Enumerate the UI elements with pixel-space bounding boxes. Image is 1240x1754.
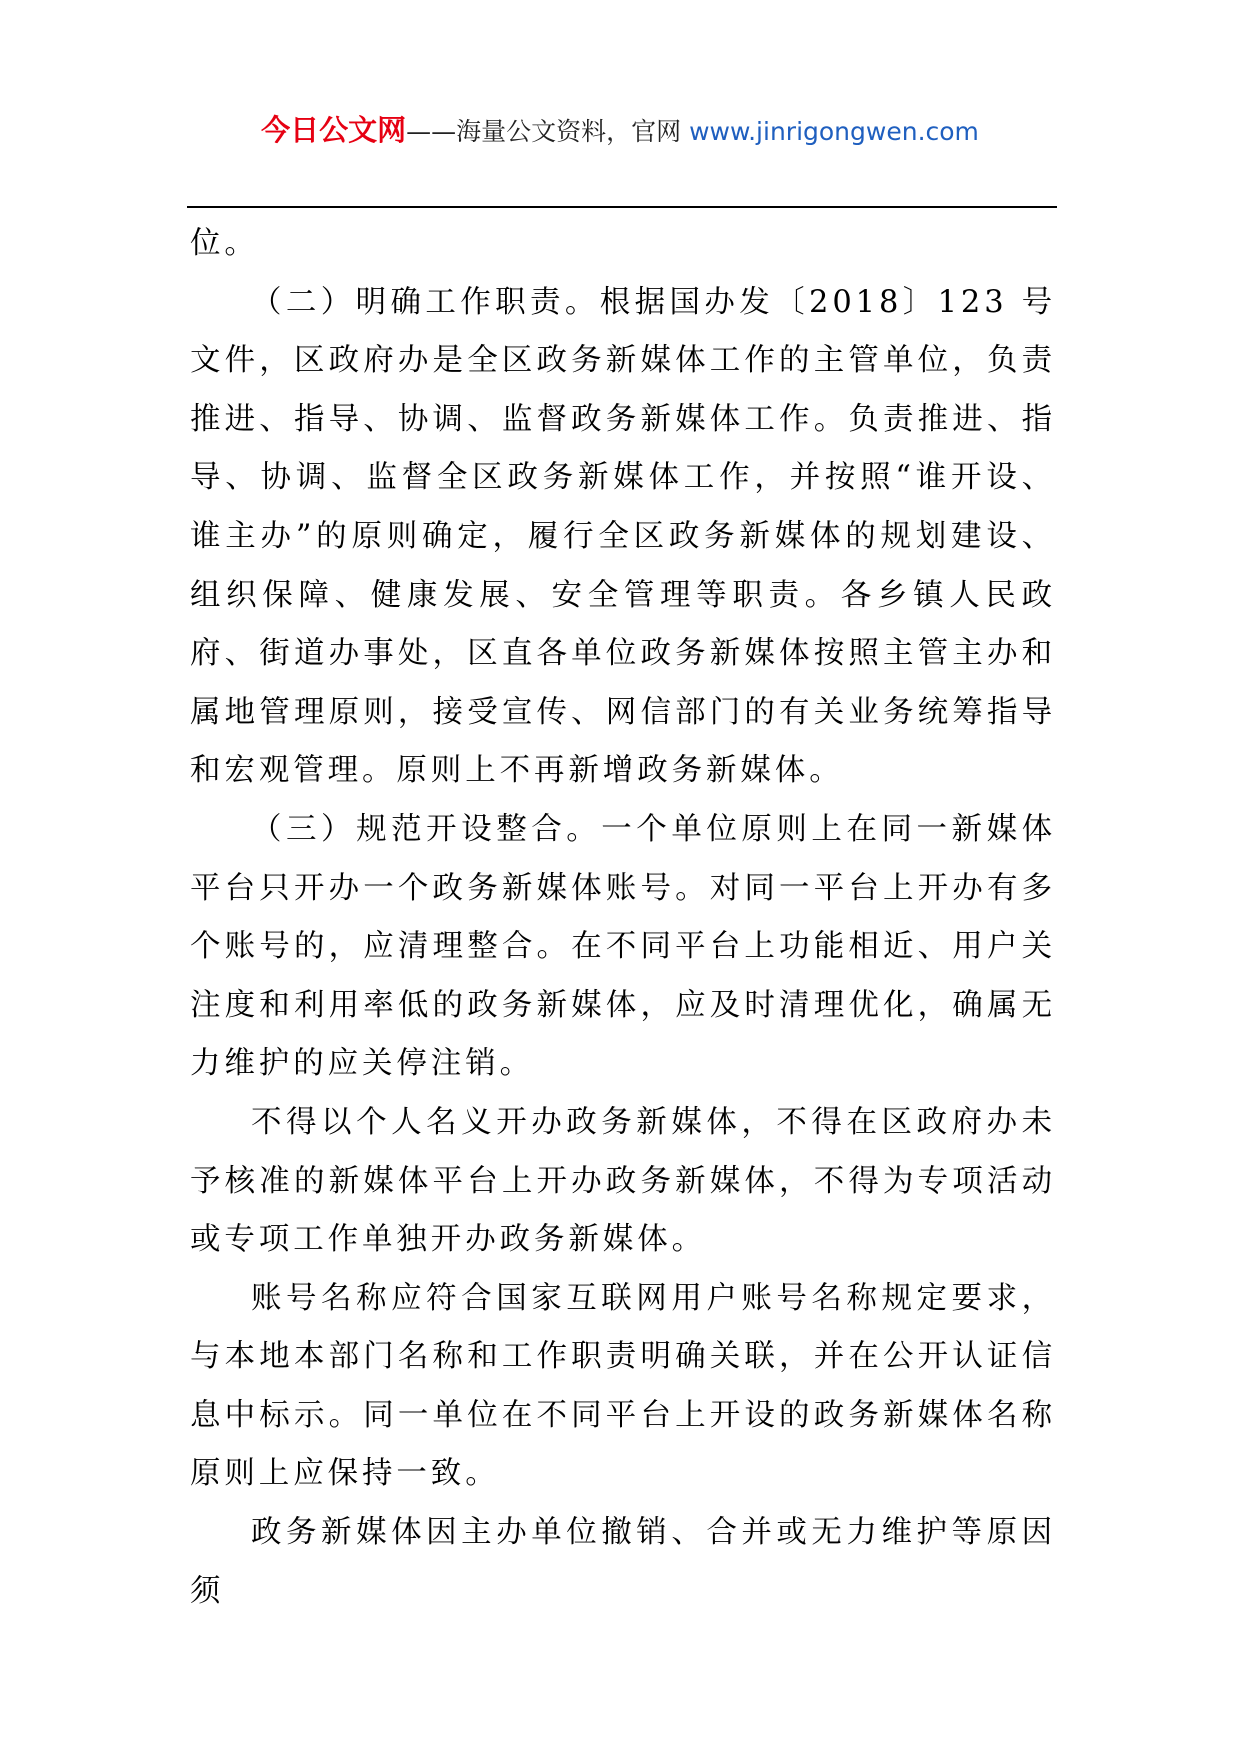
website-link[interactable]: www.jinrigongwen.com <box>689 117 979 146</box>
document-body <box>190 215 1056 1621</box>
paragraph: （三）规范开设整合。一个单位原则上在同一新媒体平台只开办一个政务新媒体账号。对同一平台上开办有多个账号的，应清理整合。在不同平台上功能相近、用户关注度和利用率低的政务新媒体，应及时清理优化，确属无力维护的应关停注销。 <box>190 811 1056 1082</box>
paragraph: 账号名称应符合国家互联网用户账号名称规定要求，与本地本部门名称和工作职责明确关联，并在公开认证信息中标示。同一单位在不同平台上开设的政务新媒体名称原则上应保持一致。 <box>190 1280 1056 1492</box>
paragraph-continuation: 位。 <box>190 226 259 261</box>
paragraph: 政务新媒体因主办单位撤销、合并或无力维护等原因须 <box>190 1515 1056 1609</box>
paragraph: 不得以个人名义开办政务新媒体，不得在区政府办未予核准的新媒体平台上开办政务新媒体，不得为专项活动或专项工作单独开办政务新媒体。 <box>190 1104 1056 1258</box>
paragraph: （二）明确工作职责。根据国办发〔2018〕123 号文件，区政府办是全区政务新媒体工作的主管单位，负责推进、指导、协调、监督政务新媒体工作。负责推进、指导、协调、监督全区政务新媒体工作，并按照“谁开设、谁主办”的原则确定，履行全区政务新媒体的规划建设、组织保障、健康发展、安全管理等职责。各乡镇人民政府、街道办事处，区直各单位政务新媒体按照主管主办和属地管理原则，接受宣传、网信部门的有关业务统筹指导和宏观管理。原则上不再新增政务新媒体。 <box>190 284 1056 789</box>
page-header <box>0 108 1240 149</box>
header-divider <box>187 206 1057 208</box>
header-tagline: ——海量公文资料，官网 <box>406 117 690 146</box>
brand-name: 今日公文网 <box>261 113 407 147</box>
